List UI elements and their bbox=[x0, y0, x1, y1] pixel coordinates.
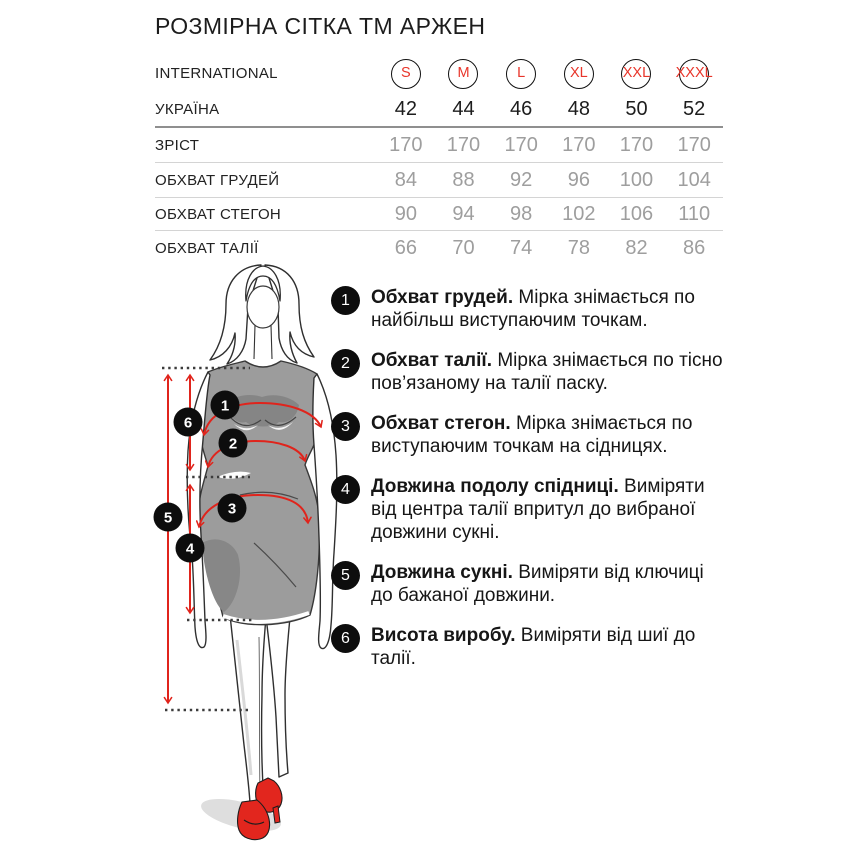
size-badge: XXL bbox=[621, 59, 651, 89]
table-row-international bbox=[155, 55, 723, 92]
table-row-bust: ОБХВАТ ГРУДЕЙ 84 88 92 96 100 104 bbox=[155, 163, 723, 198]
svg-text:4: 4 bbox=[185, 540, 195, 558]
leg-right bbox=[266, 617, 290, 777]
legend-number-badge: 2 bbox=[331, 349, 360, 378]
legend-number-badge: 6 bbox=[331, 624, 360, 653]
legend-item-4 bbox=[331, 475, 731, 544]
table-row-waist: ОБХВАТ ТАЛІЇ 66 70 74 78 82 86 bbox=[155, 237, 706, 259]
size-badge: M bbox=[448, 59, 478, 89]
legend-term: Довжина подолу спідниці. bbox=[371, 476, 619, 497]
svg-text:1: 1 bbox=[220, 397, 230, 415]
legend-item-1 bbox=[331, 286, 731, 332]
legend-description: Виміряти від ключиці до бажаної довжини. bbox=[371, 562, 704, 606]
figure-illustration bbox=[138, 255, 348, 850]
page-title: РОЗМІРНА СІТКА ТМ АРЖЕН bbox=[155, 13, 486, 39]
woman-illustration bbox=[187, 265, 337, 840]
size-badge: S bbox=[391, 59, 421, 89]
table-row-height: ЗРІСТ 170 170 170 170 170 170 bbox=[155, 128, 723, 163]
svg-text:3: 3 bbox=[227, 500, 237, 518]
legend-number-badge: 1 bbox=[331, 286, 360, 315]
face bbox=[247, 286, 279, 328]
legend-term: Обхват стегон. bbox=[371, 413, 511, 434]
legend-term: Висота виробу. bbox=[371, 625, 516, 646]
table-row-hips: ОБХВАТ СТЕГОН 90 94 98 102 106 110 bbox=[155, 198, 723, 231]
figure-marker-1 bbox=[211, 391, 240, 420]
legend-term: Обхват талії. bbox=[371, 350, 493, 371]
legend-term: Обхват грудей. bbox=[371, 287, 514, 308]
row-label: ОБХВАТ ТАЛІЇ bbox=[155, 240, 259, 257]
row-label: ОБХВАТ ГРУДЕЙ bbox=[155, 171, 280, 189]
table-row-ukraine: УКРАЇНА 42 44 46 48 50 52 bbox=[155, 92, 723, 128]
legend-number-badge: 4 bbox=[331, 475, 360, 504]
legend-description: Мірка знімається по найбільш виступаючим точкам. bbox=[371, 287, 695, 331]
size-badge: XL bbox=[564, 59, 594, 89]
row-label: УКРАЇНА bbox=[155, 100, 220, 118]
legend-description: Виміряти від центра талії впритул до вибраної довжини сукні. bbox=[371, 476, 705, 543]
legend-description: Мірка знімається по виступаючим точкам на сідницях. bbox=[371, 413, 693, 457]
size-badge: L bbox=[506, 59, 536, 89]
row-label: ЗРІСТ bbox=[155, 136, 200, 154]
legend-item-6 bbox=[331, 624, 731, 670]
legend-item-5 bbox=[331, 561, 731, 607]
legend-description: Мірка знімається по тісно пов’язаному на талії паску. bbox=[371, 350, 723, 394]
svg-text:6: 6 bbox=[183, 414, 193, 432]
figure-marker-6 bbox=[174, 408, 203, 437]
legend-term: Довжина сукні. bbox=[371, 562, 513, 583]
size-table bbox=[155, 55, 723, 266]
legend-item-2 bbox=[331, 349, 731, 395]
svg-text:2: 2 bbox=[228, 435, 238, 453]
measurement-legend bbox=[331, 286, 731, 687]
figure-marker-5 bbox=[154, 503, 183, 532]
row-label: ОБХВАТ СТЕГОН bbox=[155, 205, 282, 223]
size-badge: XXXL bbox=[679, 59, 709, 89]
legend-item-3 bbox=[331, 412, 731, 458]
figure-marker-4 bbox=[176, 534, 205, 563]
legend-description: Виміряти від шиї до талії. bbox=[371, 625, 696, 669]
svg-text:5: 5 bbox=[163, 509, 173, 527]
row-label: INTERNATIONAL bbox=[155, 65, 278, 82]
legend-number-badge: 3 bbox=[331, 412, 360, 441]
figure-marker-3 bbox=[218, 494, 247, 523]
legend-number-badge: 5 bbox=[331, 561, 360, 590]
figure-marker-2 bbox=[219, 429, 248, 458]
